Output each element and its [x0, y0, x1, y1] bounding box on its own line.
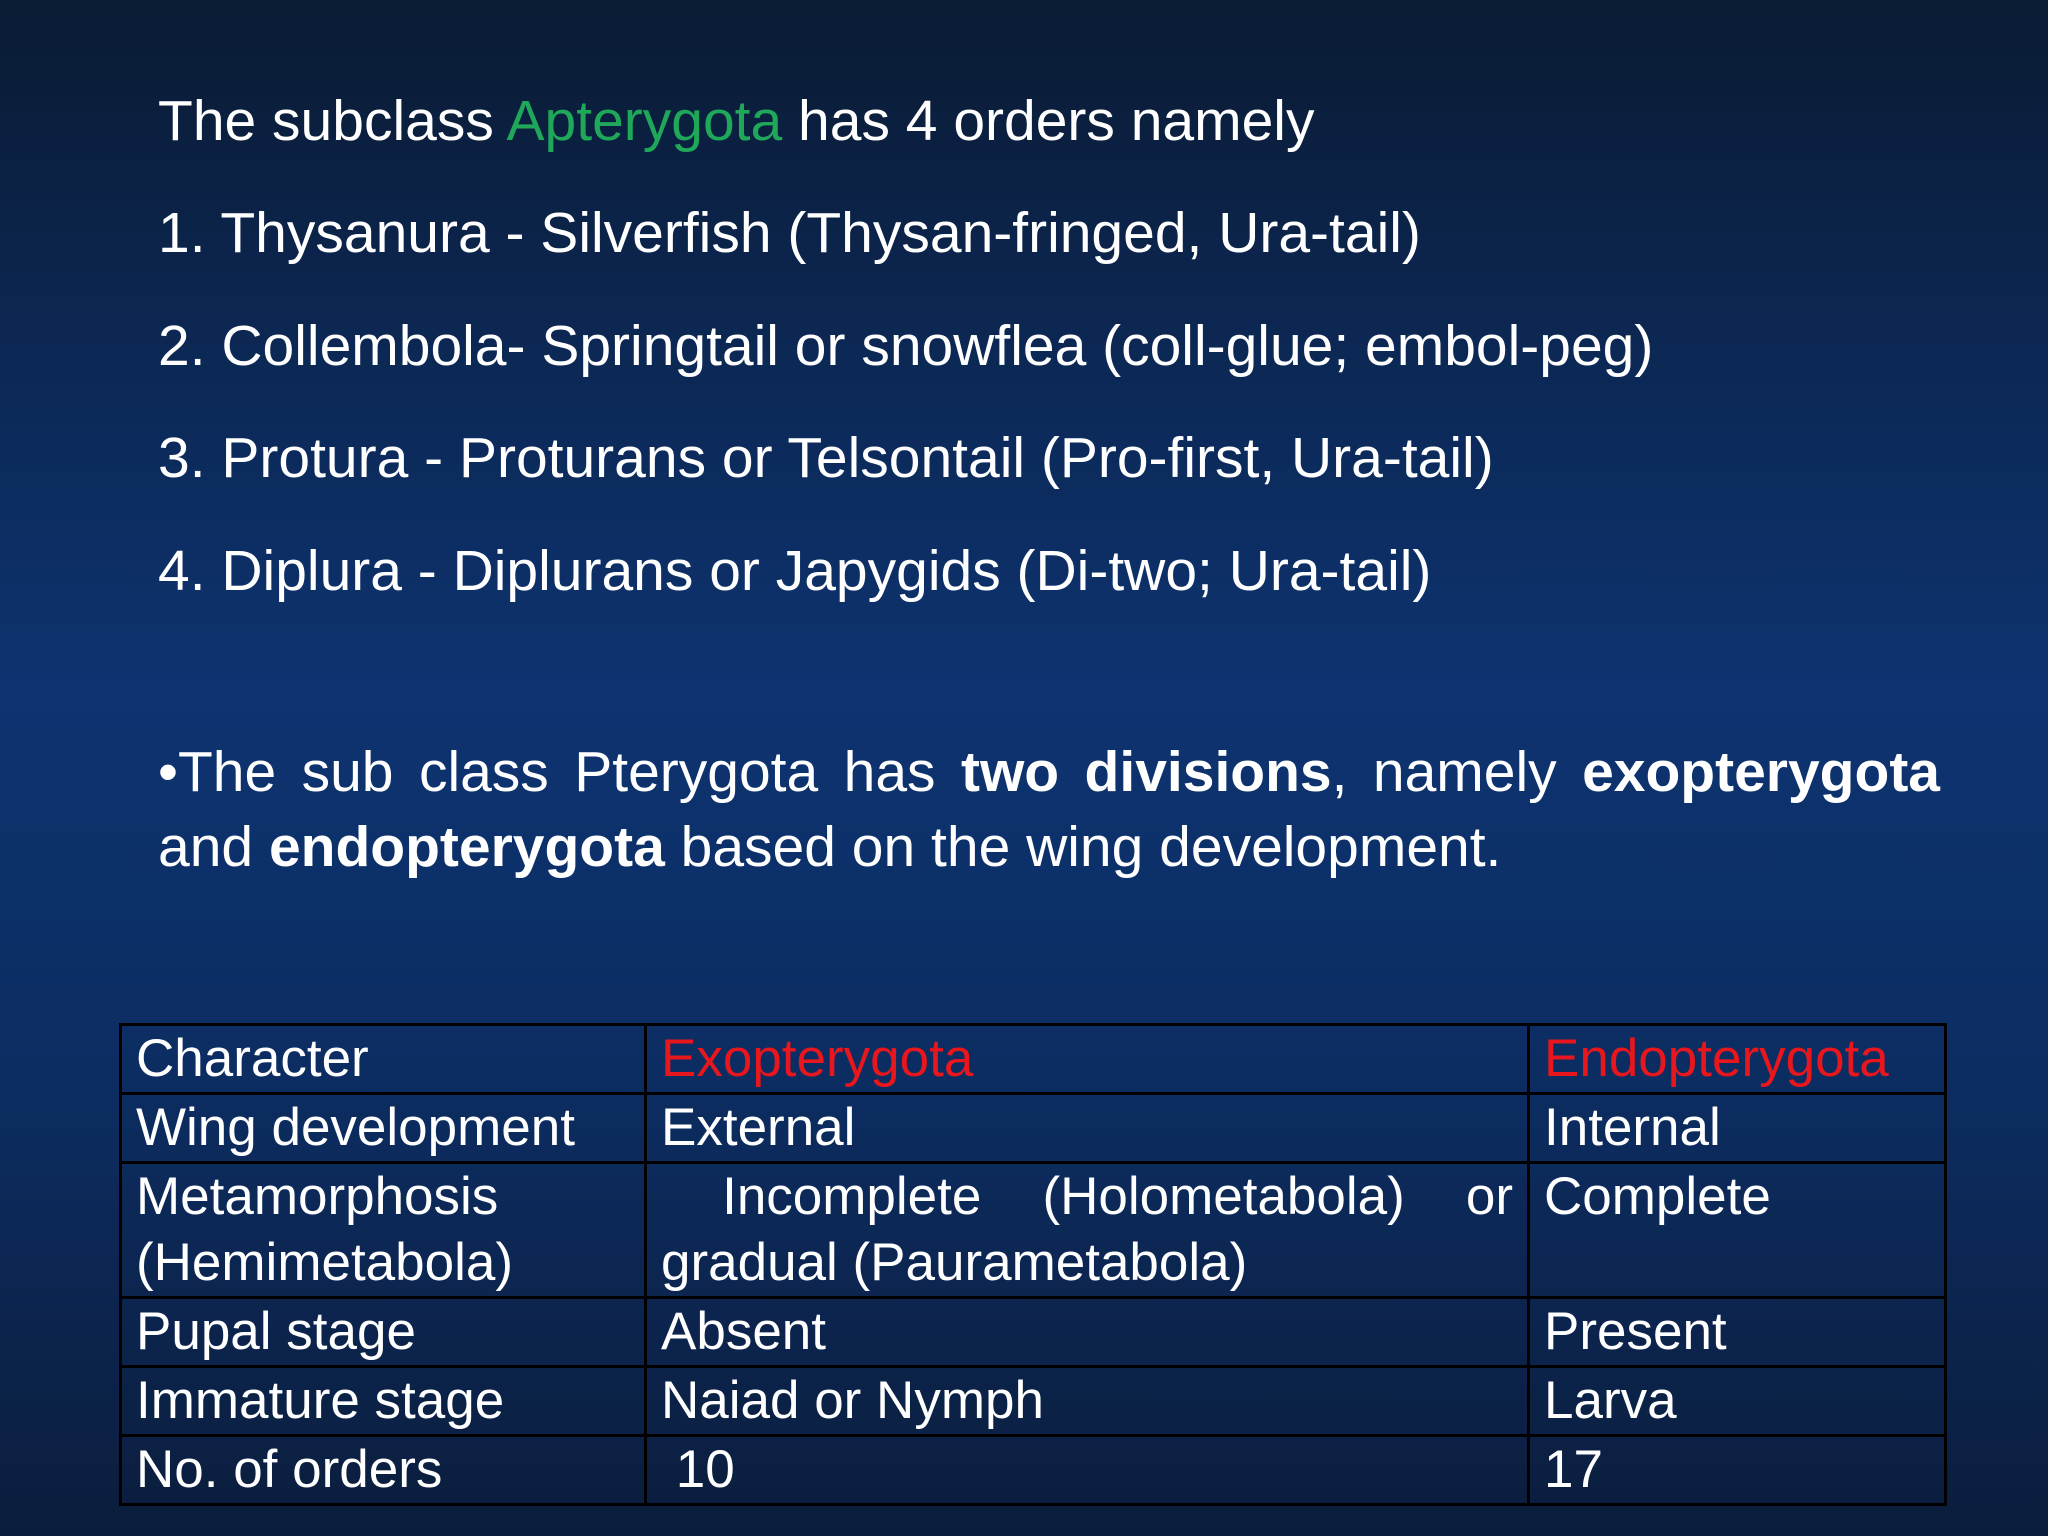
endopterygota-cell: 17: [1529, 1436, 1946, 1505]
table-row: [121, 1436, 1946, 1505]
row-label: Wing development: [121, 1094, 646, 1163]
apterygota-highlight: Apterygota: [506, 89, 783, 153]
exopterygota-cell: Absent: [646, 1298, 1529, 1367]
pterygota-bold-2: exopterygota: [1582, 740, 1940, 804]
row-label: No. of orders: [121, 1436, 646, 1505]
order-item-2: 2. Collembola- Springtail or snowflea (coll-glue; embol-peg): [158, 314, 1654, 378]
intro-suffix: has 4 orders namely: [782, 89, 1315, 153]
order-item-3: 3. Protura - Proturans or Telsontail (Pro-first, Ura-tail): [158, 426, 1494, 490]
intro-prefix: The subclass: [158, 89, 507, 153]
table-row: [121, 1163, 1946, 1298]
row-label: Immature stage: [121, 1367, 646, 1436]
exopterygota-cell: External: [646, 1094, 1529, 1163]
pterygota-bold-3: endopterygota: [268, 815, 665, 879]
endopterygota-cell: Present: [1529, 1298, 1946, 1367]
row-label: Pupal stage: [121, 1298, 646, 1367]
table-header-row: [121, 1025, 1946, 1094]
table-row: [121, 1094, 1946, 1163]
comparison-table: [119, 1023, 1947, 1506]
header-endopterygota: Endopterygota: [1529, 1025, 1946, 1094]
table-row: [121, 1367, 1946, 1436]
pterygota-bold-1: two divisions: [960, 740, 1332, 804]
pterygota-paragraph: [158, 735, 1940, 885]
row-label: Metamorphosis (Hemimetabola): [121, 1163, 646, 1298]
header-character: Character: [121, 1025, 646, 1094]
endopterygota-cell: Larva: [1529, 1367, 1946, 1436]
exopterygota-cell: 10: [646, 1436, 1529, 1505]
order-item-1: 1. Thysanura - Silverfish (Thysan-fringed, Ura-tail): [158, 201, 1421, 265]
endopterygota-cell: Internal: [1529, 1094, 1946, 1163]
exopterygota-cell: Incomplete (Holometabola) or gradual (Paurametabola): [646, 1163, 1529, 1298]
exopterygota-cell: Naiad or Nymph: [646, 1367, 1529, 1436]
pterygota-text-1: •The sub class Pterygota has: [158, 740, 961, 804]
pterygota-text-4: based on the wing development.: [664, 815, 1502, 879]
intro-line: [158, 86, 1314, 156]
header-exopterygota: Exopterygota: [646, 1025, 1529, 1094]
pterygota-text-3: and: [158, 815, 269, 879]
order-item-4: 4. Diplura - Diplurans or Japygids (Di-two; Ura-tail): [158, 539, 1432, 603]
table-row: [121, 1298, 1946, 1367]
pterygota-text-2: , namely: [1331, 740, 1583, 804]
endopterygota-cell: Complete: [1529, 1163, 1946, 1298]
